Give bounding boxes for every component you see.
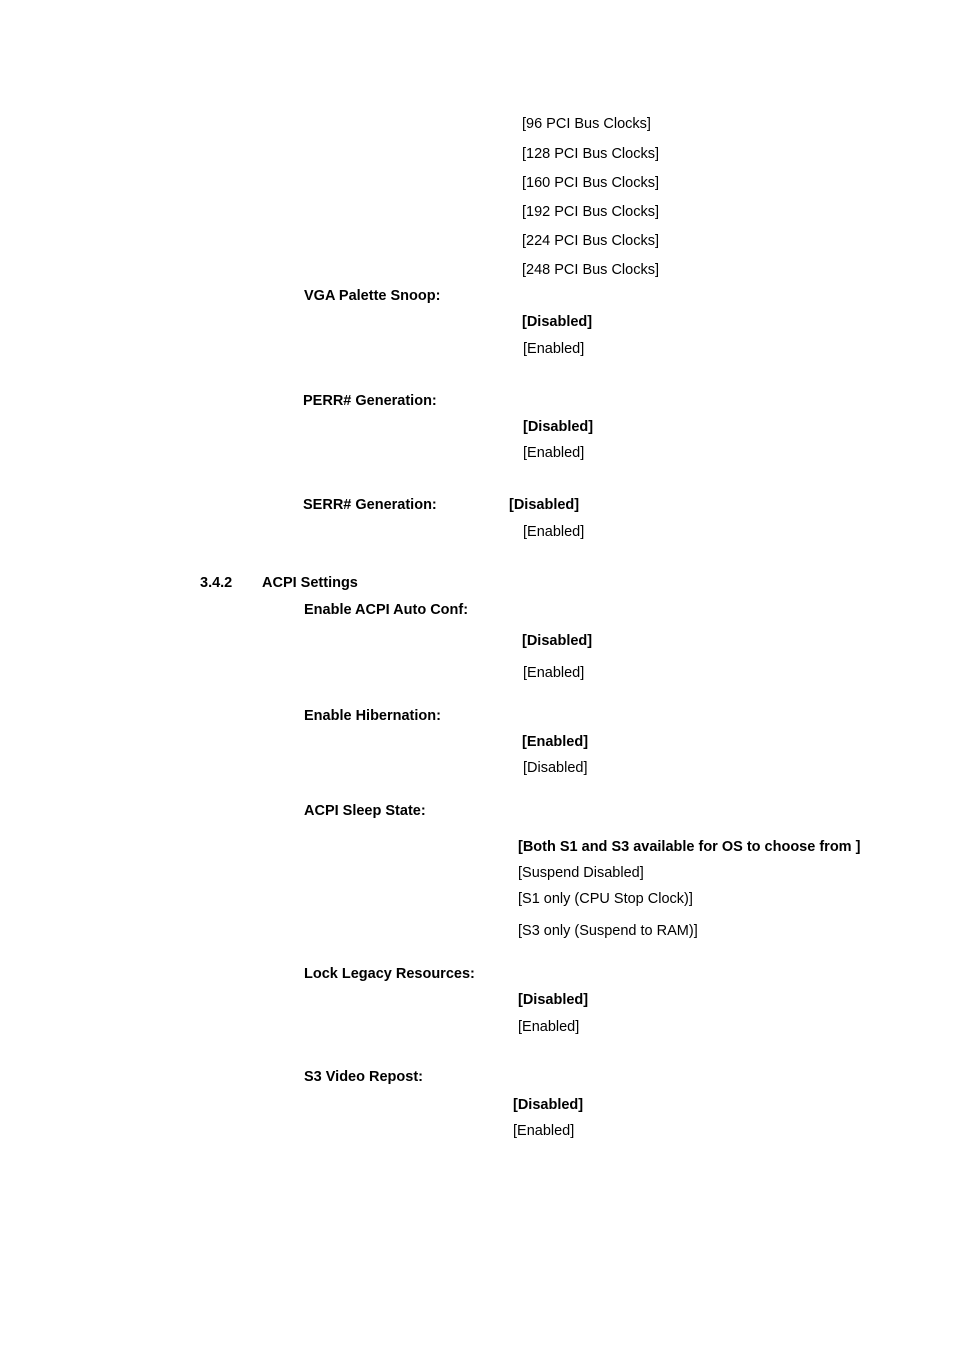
acpi-sleep-state-default-option: [Both S1 and S3 available for OS to choose from ] <box>518 839 861 855</box>
serr-generation-option: [Enabled] <box>523 524 585 540</box>
pci-latency-option: [160 PCI Bus Clocks] <box>522 175 659 191</box>
pci-latency-option: [224 PCI Bus Clocks] <box>522 233 659 249</box>
acpi-sleep-state-option: [Suspend Disabled] <box>518 865 644 881</box>
vga-palette-snoop-label: VGA Palette Snoop: <box>304 288 441 304</box>
pci-latency-option: [192 PCI Bus Clocks] <box>522 204 659 220</box>
section-title: ACPI Settings <box>262 575 358 591</box>
s3-video-repost-default-option: [Disabled] <box>513 1097 584 1113</box>
enable-hibernation-label: Enable Hibernation: <box>304 708 441 724</box>
pci-latency-option: [128 PCI Bus Clocks] <box>522 146 659 162</box>
acpi-sleep-state-label: ACPI Sleep State: <box>304 803 426 819</box>
s3-video-repost-option: [Enabled] <box>513 1123 575 1139</box>
perr-generation-default-option: [Disabled] <box>523 419 594 435</box>
pci-latency-option: [96 PCI Bus Clocks] <box>522 116 651 132</box>
acpi-sleep-state-option: [S1 only (CPU Stop Clock)] <box>518 891 693 907</box>
perr-generation-label: PERR# Generation: <box>303 393 437 409</box>
s3-video-repost-label: S3 Video Repost: <box>304 1069 423 1085</box>
lock-legacy-resources-default-option: [Disabled] <box>518 992 589 1008</box>
lock-legacy-resources-option: [Enabled] <box>518 1019 580 1035</box>
lock-legacy-resources-label: Lock Legacy Resources: <box>304 966 475 982</box>
enable-acpi-auto-conf-default-option: [Disabled] <box>522 633 593 649</box>
acpi-sleep-state-option: [S3 only (Suspend to RAM)] <box>518 923 698 939</box>
vga-palette-snoop-default-option: [Disabled] <box>522 314 593 330</box>
serr-generation-label: SERR# Generation: <box>303 497 437 513</box>
perr-generation-option: [Enabled] <box>523 445 585 461</box>
pci-latency-option: [248 PCI Bus Clocks] <box>522 262 659 278</box>
enable-acpi-auto-conf-label: Enable ACPI Auto Conf: <box>304 602 469 618</box>
section-number: 3.4.2 <box>200 575 233 591</box>
enable-hibernation-option: [Disabled] <box>523 760 588 776</box>
enable-acpi-auto-conf-option: [Enabled] <box>523 665 585 681</box>
serr-generation-default-option: [Disabled] <box>509 497 580 513</box>
enable-hibernation-default-option: [Enabled] <box>522 734 589 750</box>
vga-palette-snoop-option: [Enabled] <box>523 341 585 357</box>
